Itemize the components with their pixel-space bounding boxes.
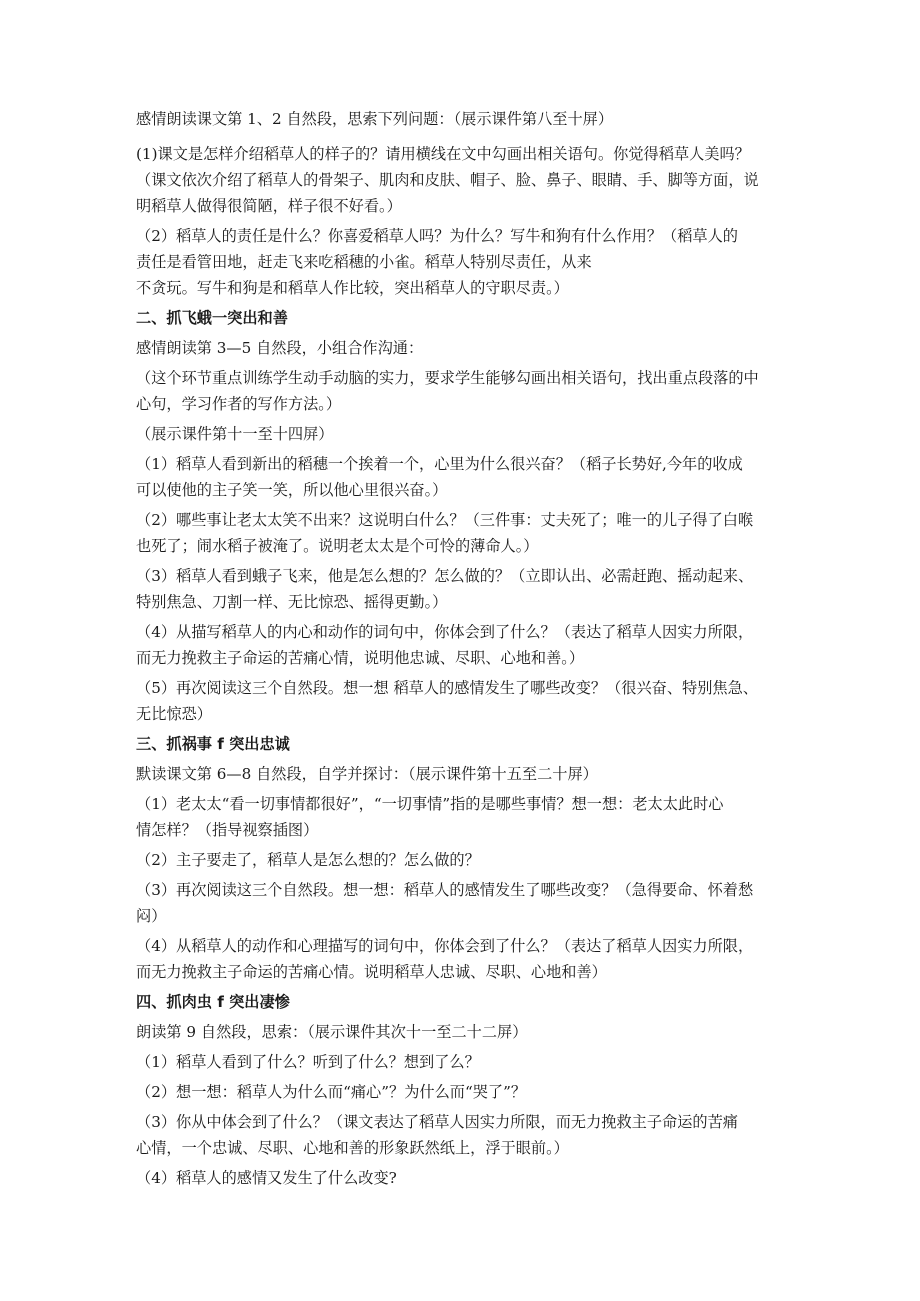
text-line: （3）再次阅读这三个自然段。想一想：稻草人的感情发生了哪些改变？（急得要命、怀着愁: [136, 881, 754, 899]
text-line: (1)课文是怎样介绍稻草人的样子的？请用横线在文中勾画出相关语句。你觉得稻草人美吗？: [136, 145, 750, 163]
text-line: 心情，一个忠诚、尽职、心地和善的形象跃然纸上，浮于眼前。）: [136, 1139, 569, 1157]
text-line: （1）稻草人看到了什么？听到了什么？想到了么？: [136, 1053, 480, 1071]
text-line: （4）从稻草人的动作和心理描写的词句中，你体会到了什么？（表达了稻草人因实力所限，: [136, 937, 754, 955]
text-line: 闷）: [136, 907, 167, 925]
text-line: （3）稻草人看到蛾子飞来，他是怎么想的？怎么做的？（立即认出、必需赶跑、摇动起来、: [136, 567, 754, 585]
text-line: 而无力挽救主子命运的苦痛心情。说明稻草人忠诚、尽职、心地和善）: [136, 963, 607, 981]
text-line: 特别焦急、刀割一样、无比惊恐、摇得更勤。）: [136, 593, 448, 611]
section-1-item-2: [136, 223, 836, 301]
section-4-item-1: [136, 1049, 836, 1075]
section-3-item-1: [136, 791, 836, 843]
section-4-item-2: [136, 1079, 836, 1105]
text-line: （5）再次阅读这三个自然段。想一想 稻草人的感情发生了哪些改变？（很兴奋、特别焦急、: [136, 679, 758, 697]
text-line: 情怎样？（指导视察插图）: [136, 821, 319, 839]
document-page: [136, 106, 836, 1195]
text-line: 责任是看管田地，赶走飞来吃稻穗的小雀。稻草人特别尽责任，从来: [136, 253, 592, 271]
text-line: 心句，学习作者的写作方法。）: [136, 395, 342, 413]
section-4-heading: 四、抓肉虫 f 突出凄惨: [136, 993, 290, 1011]
text-line: 也死了；闹水稻子被淹了。说明老太太是个可怜的薄命人。）: [136, 537, 539, 555]
section-3-heading: 三、抓祸事 f 突出忠诚: [136, 735, 290, 753]
text-line: （2）想一想：稻草人为什么而“痛心”？为什么而“哭了”？: [136, 1083, 527, 1101]
text-line: （课文依次介绍了稻草人的骨架子、肌肉和皮肤、帽子、脸、鼻子、眼睛、手、脚等方面，说: [136, 171, 759, 189]
text-line: 无比惊恐）: [136, 705, 212, 723]
section-4-intro: 朗读第 9 自然段，思索：（展示课件其次十一至二十二屏）: [136, 1023, 528, 1041]
section-3-item-2: [136, 847, 836, 873]
text-line: （展示课件第十一至十四屏）: [136, 425, 334, 443]
text-line: （这个环节重点训练学生动手动脑的实力，要求学生能够勾画出相关语句，找出重点段落的中: [136, 369, 759, 387]
section-2-item-4: [136, 507, 836, 559]
section-4-item-4: [136, 1165, 836, 1191]
section-2-item-1: [136, 365, 836, 417]
section-3-item-4: [136, 933, 836, 985]
section-1-item-1: [136, 141, 836, 219]
text-line: 明稻草人做得很简陋，样子很不好看。）: [136, 197, 402, 215]
text-line: （2）稻草人的责任是什么？你喜爱稻草人吗？为什么？写牛和狗有什么作用？（稻草人的: [136, 227, 738, 245]
section-3-intro: 默读课文第 6—8 自然段，自学并探讨：（展示课件第十五至二十屏）: [136, 765, 598, 783]
text-line: （1）老太太“看一切事情都很好”，“一切事情”指的是哪些事情？想一想：老太太此时心: [136, 795, 724, 813]
section-2-item-2: [136, 421, 836, 447]
text-line: （4）从描写稻草人的内心和动作的词句中，你体会到了什么？（表达了稻草人因实力所限，: [136, 623, 754, 641]
text-line: 而无力挽救主子命运的苦痛心情，说明他忠诚、尽职、心地和善。）: [136, 649, 585, 667]
text-line: （1）稻草人看到新出的稻穗一个挨着一个，心里为什么很兴奋？（稻子长势好,今年的收成: [136, 455, 743, 473]
text-line: （2）哪些事让老太太笑不出来？这说明白什么？（三件事：丈夫死了；唯一的儿子得了白喉: [136, 511, 754, 529]
section-2-item-6: [136, 619, 836, 671]
section-4-item-3: [136, 1109, 836, 1161]
section-2-item-3: [136, 451, 836, 503]
text-line: 不贪玩。写牛和狗是和稻草人作比较，突出稻草人的守职尽责。）: [136, 279, 569, 297]
section-2-intro: 感情朗读第 3—5 自然段，小组合作沟通：: [136, 339, 424, 357]
section-2-heading: 二、抓飞蛾一突出和善: [136, 309, 288, 327]
text-line: （2）主子要走了，稻草人是怎么想的？怎么做的？: [136, 851, 480, 869]
section-2-item-5: [136, 563, 836, 615]
text-line: 可以使他的主子笑一笑，所以他心里很兴奋。）: [136, 481, 448, 499]
section-2-item-7: [136, 675, 836, 727]
text-line: （4）稻草人的感情又发生了什么改变?: [136, 1169, 397, 1187]
section-1-intro: 感情朗读课文第 1、2 自然段，思索下列问题：（展示课件第八至十屏）: [136, 110, 614, 128]
section-3-item-3: [136, 877, 836, 929]
text-line: （3）你从中体会到了什么？（课文表达了稻草人因实力所限，而无力挽救主子命运的苦痛: [136, 1113, 738, 1131]
